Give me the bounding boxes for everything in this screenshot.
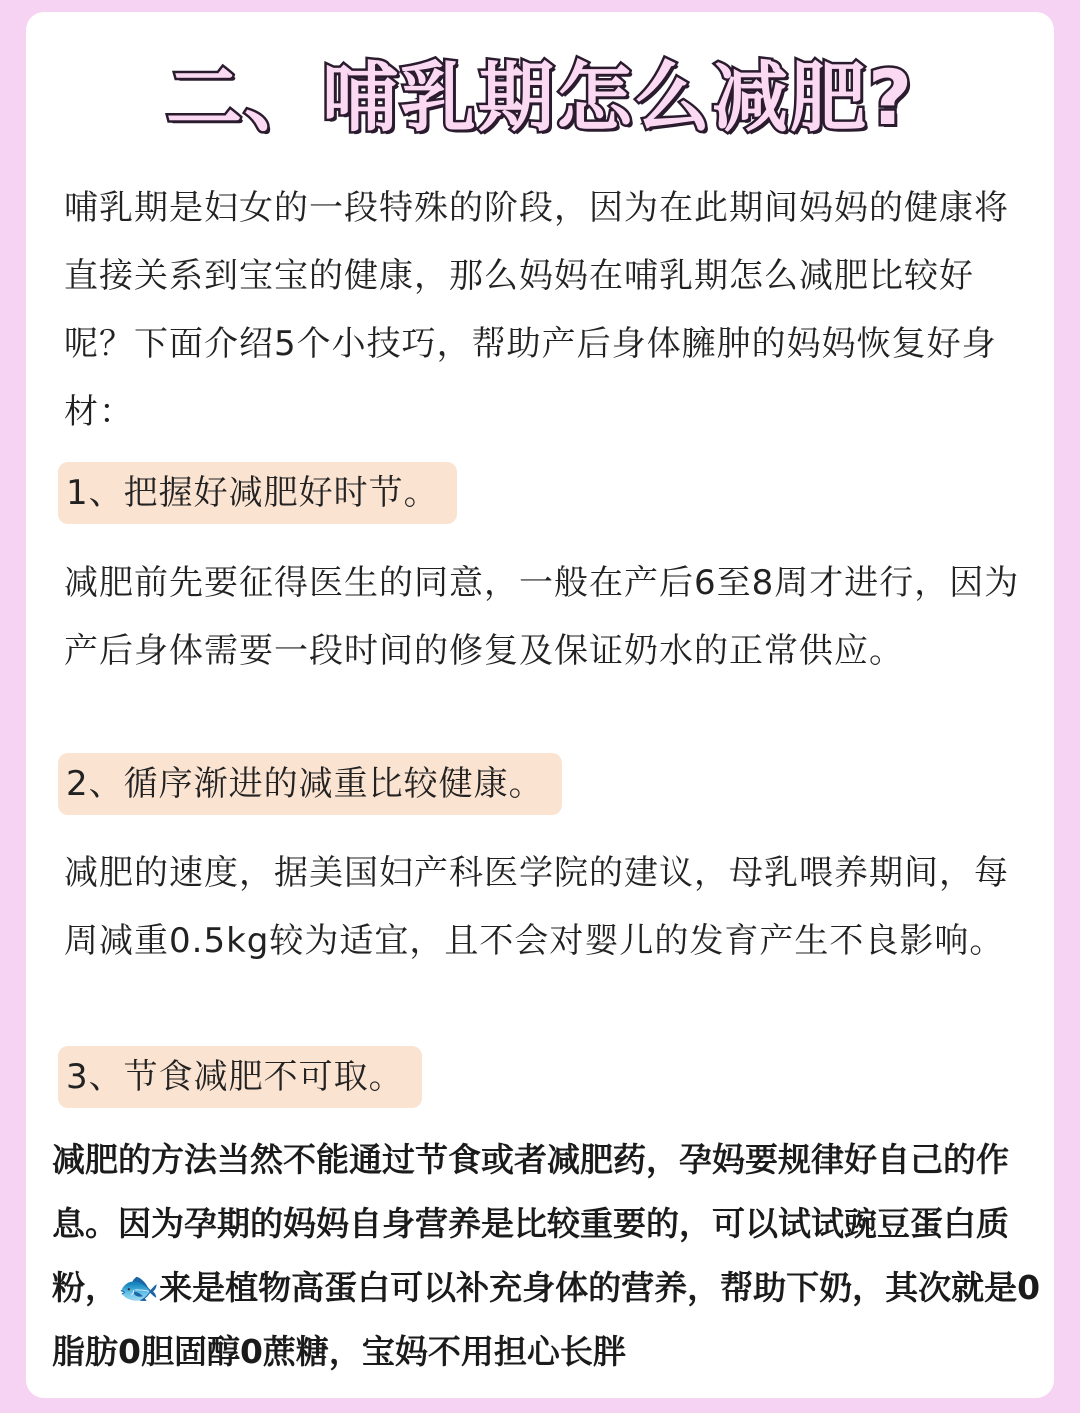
section-body-2: 减肥的速度，据美国妇产科医学院的建议，母乳喂养期间，每周减重0.5kg较为适宜，且不会对婴儿的发育产生不良影响。 — [64, 853, 1009, 961]
page-title: 二、哺乳期怎么减肥? — [165, 53, 915, 142]
section-heading-3: 3、节食减肥不可取。 — [58, 1046, 422, 1108]
intro-paragraph: 哺乳期是妇女的一段特殊的阶段，因为在此期间妈妈的健康将直接关系到宝宝的健康，那么妈妈在哺乳期怎么减肥比较好呢？下面介绍5个小技巧，帮助产后身体臃肿的妈妈恢复好身材： — [64, 188, 1009, 432]
content-card — [26, 12, 1054, 1398]
section-body-1: 减肥前先要征得医生的同意，一般在产后6至8周才进行，因为产后身体需要一段时间的修复及保证奶水的正常供应。 — [64, 563, 1020, 671]
section-heading-1: 1、把握好减肥好时节。 — [58, 462, 457, 524]
section-heading-2: 2、循序渐进的减重比较健康。 — [58, 753, 562, 815]
section-body-3: 减肥的方法当然不能通过节食或者减肥药，孕妈要规律好自己的作息。因为孕期的妈妈自身营养是比较重要的，可以试试豌豆蛋白质粉，🐟来是植物高蛋白可以补充身体的营养，帮助下奶，其次就是0脂肪0胆固醇0蔗糖，宝妈不用担心长胖 — [52, 1140, 1041, 1371]
